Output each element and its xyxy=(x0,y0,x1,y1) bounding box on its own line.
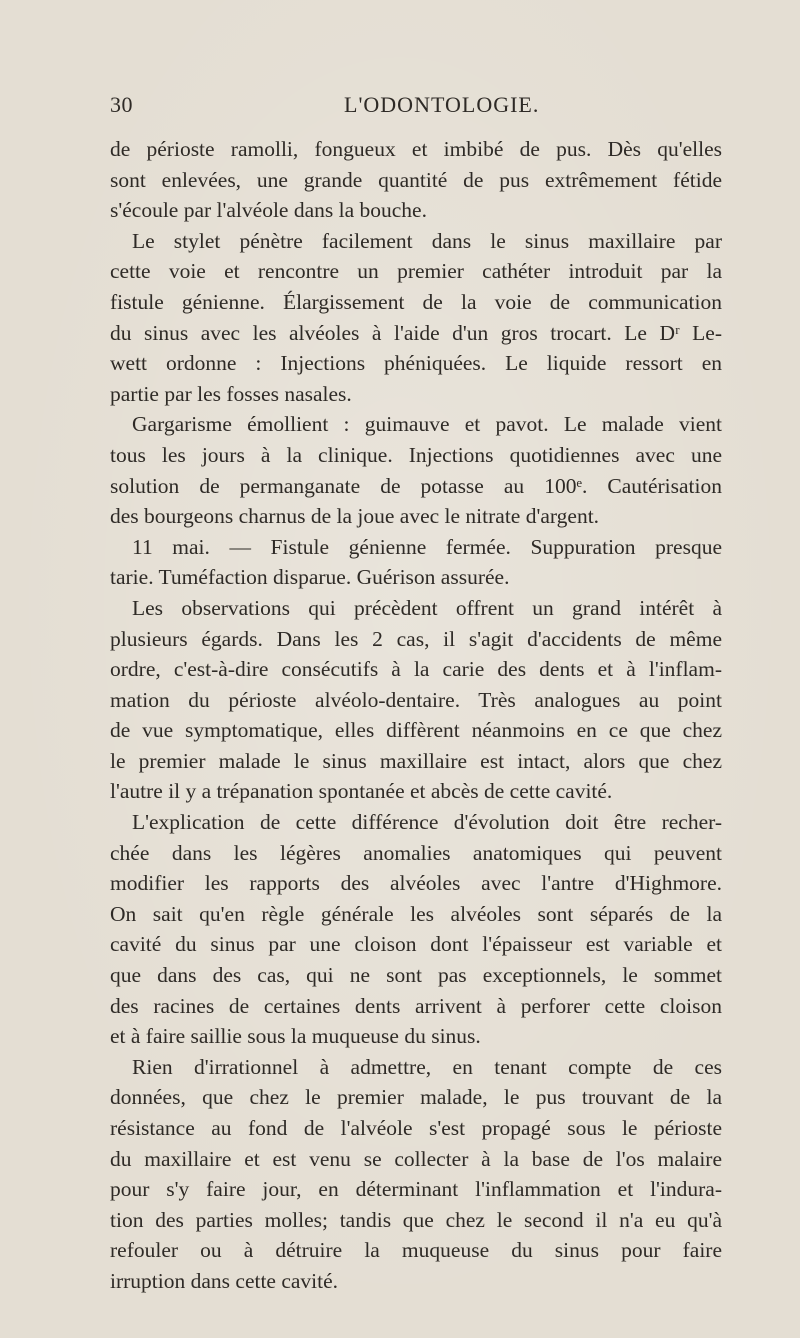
text-line: des racines de certaines dents arrivent à perforer cette cloison xyxy=(110,993,722,1018)
text-line: sont enlevées, une grande quantité de pus extrêmement fétide xyxy=(110,167,722,192)
text-line: l'autre il y a trépanation spontanée et abcès de cette cavité. xyxy=(110,779,613,804)
text-line: tarie. Tuméfaction disparue. Guérison assurée. xyxy=(110,565,510,590)
text-line: plusieurs égards. Dans les 2 cas, il s'agit d'accidents de même xyxy=(110,626,722,651)
text-line: Le stylet pénètre facilement dans le sinus maxillaire par xyxy=(132,228,722,253)
text-line: que dans des cas, qui ne sont pas exceptionnels, le sommet xyxy=(110,963,722,988)
text-line: des bourgeons charnus de la joue avec le nitrate d'argent. xyxy=(110,504,600,529)
text-line: partie par les fosses nasales. xyxy=(110,381,352,406)
text-line: tous les jours à la clinique. Injections quotidiennes avec une xyxy=(110,442,722,467)
text-line: Rien d'irrationnel à admettre, en tenant compte de ces xyxy=(132,1054,722,1079)
text-line: 11 mai. — Fistule génienne fermée. Suppuration presque xyxy=(132,534,722,559)
text-line: de périoste ramolli, fongueux et imbibé de pus. Dès qu'elles xyxy=(110,137,722,161)
text-line: tion des parties molles; tandis que chez le second il n'a eu qu'à xyxy=(110,1207,722,1232)
text-line: L'explication de cette différence d'évolution doit être recher- xyxy=(132,810,722,835)
text-line: modifier les rapports des alvéoles avec l'antre d'Highmore. xyxy=(110,871,722,896)
text-line: refouler ou à détruire la muqueuse du sinus pour faire xyxy=(110,1238,722,1263)
running-head: L'ODONTOLOGIE. xyxy=(344,92,540,117)
body-text xyxy=(110,134,722,1297)
text-line: de vue symptomatique, elles diffèrent néanmoins en ce que chez xyxy=(110,718,722,743)
text-line: cavité du sinus par une cloison dont l'épaisseur est variable et xyxy=(110,932,722,957)
text-line: données, que chez le premier malade, le pus trouvant de la xyxy=(110,1085,722,1110)
text-line: irruption dans cette cavité. xyxy=(110,1268,339,1293)
text-line: le premier malade le sinus maxillaire est intact, alors que chez xyxy=(110,748,722,773)
text-line: ordre, c'est-à-dire consécutifs à la carie des dents et à l'inflam- xyxy=(110,657,722,682)
text-line: solution de permanganate de potasse au 100ᵉ. Cautérisation xyxy=(110,473,722,498)
text-line: mation du périoste alvéolo-dentaire. Très analogues au point xyxy=(110,687,722,712)
text-line: Les observations qui précèdent offrent un grand intérêt à xyxy=(132,595,722,620)
text-line: et à faire saillie sous la muqueuse du sinus. xyxy=(110,1024,481,1049)
text-line: s'écoule par l'alvéole dans la bouche. xyxy=(110,198,427,223)
text-line: cette voie et rencontre un premier cathéter introduit par la xyxy=(110,259,722,284)
text-line: résistance au fond de l'alvéole s'est propagé sous le périoste xyxy=(110,1116,722,1140)
page-header xyxy=(110,92,722,122)
text-line: fistule génienne. Élargissement de la voie de communication xyxy=(110,289,722,314)
page-number: 30 xyxy=(110,92,133,117)
text-line: On sait qu'en règle générale les alvéoles sont séparés de la xyxy=(110,901,722,926)
text-line: wett ordonne : Injections phéniquées. Le liquide ressort en xyxy=(110,351,722,376)
text-line: chée dans les légères anomalies anatomiques qui peuvent xyxy=(110,840,722,865)
text-line: du maxillaire et est venu se collecter à la base de l'os malaire xyxy=(110,1146,722,1171)
text-line: Gargarisme émollient : guimauve et pavot. Le malade vient xyxy=(132,412,722,437)
text-line: du sinus avec les alvéoles à l'aide d'un gros trocart. Le Dʳ Le- xyxy=(110,320,722,345)
text-line: pour s'y faire jour, en déterminant l'inflammation et l'indura- xyxy=(110,1177,722,1202)
